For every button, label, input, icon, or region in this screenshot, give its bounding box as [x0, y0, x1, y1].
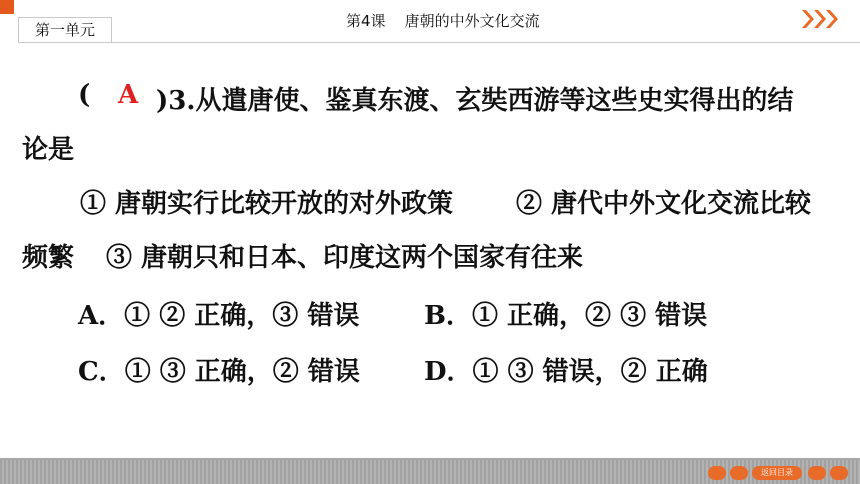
option-b: B．① 正确，② ③ 错误: [424, 301, 708, 331]
option-c: C．① ③ 正确，② 错误: [78, 357, 360, 387]
unit-tab: 第一单元: [18, 17, 112, 43]
question-text-continued: 论是: [22, 135, 75, 165]
statement-2-continued: 频繁: [22, 243, 75, 273]
last-page-button[interactable]: [830, 466, 848, 480]
option-d: D．① ③ 错误，② 正确: [424, 357, 708, 387]
next-page-button[interactable]: [808, 466, 826, 480]
return-to-contents-button[interactable]: 返回目录: [752, 466, 802, 480]
previous-page-button[interactable]: [730, 466, 748, 480]
statement-3: ③ 唐朝只和日本、印度这两个国家有往来: [106, 243, 584, 273]
statement-1: ① 唐朝实行比较开放的对外政策: [80, 189, 454, 219]
option-a: A．① ② 正确，③ 错误: [78, 301, 360, 331]
statement-2: ② 唐代中外文化交流比较: [516, 189, 812, 219]
lesson-title: 第4课 唐朝的中外文化交流: [346, 12, 540, 30]
answer-letter: A: [118, 80, 139, 110]
question-text: )3.从遣唐使、鉴真东渡、玄奘西游等这些史实得出的结: [156, 86, 794, 116]
first-page-button[interactable]: [708, 466, 726, 480]
answer-paren-open: (: [78, 80, 91, 110]
